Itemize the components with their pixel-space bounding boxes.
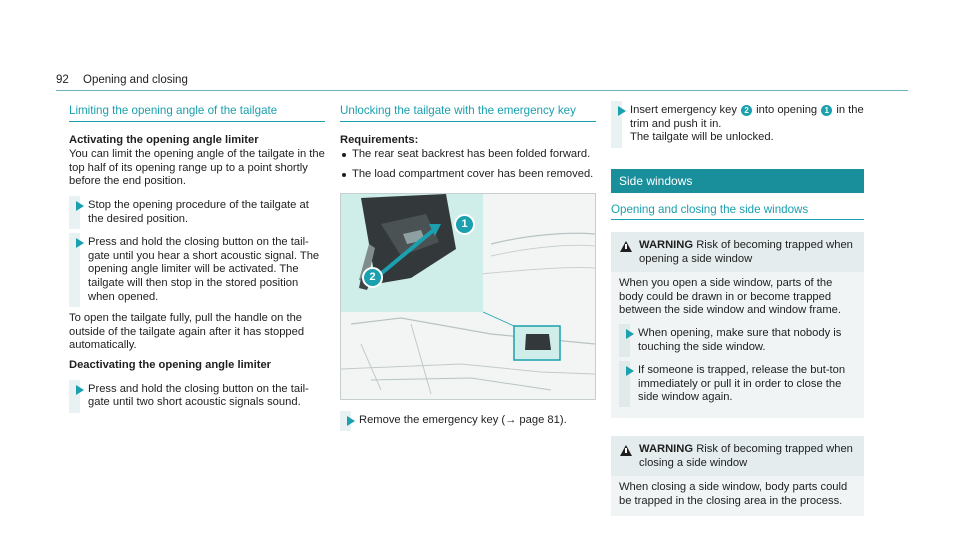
instruction-step (340, 414, 596, 428)
list-item: The rear seat backrest has been folded forward. (340, 148, 596, 162)
step-arrow-icon (618, 106, 626, 116)
warning-label: WARNING (639, 443, 694, 456)
step-result-text: The tailgate will be unlocked. (630, 131, 774, 144)
section-banner: Side windows (611, 169, 864, 193)
paragraph-open-fully: To open the tailgate fully, pull the handle on the outside of the tailgate again after it has stopped automatically. (69, 312, 305, 352)
instruction-step (619, 327, 856, 354)
warning-body (611, 476, 864, 516)
warning-title: Risk of becoming trapped when closing a side window (639, 443, 853, 469)
step-arrow-icon (76, 201, 84, 211)
section-heading: Limiting the opening angle of the tailgate (69, 104, 325, 122)
warning-body (611, 272, 864, 418)
step-arrow-icon (626, 329, 634, 339)
column-emergency-key (340, 104, 596, 436)
callout-badge: 2 (741, 105, 752, 116)
step-arrow-icon (76, 385, 84, 395)
warning-text: When closing a side window, body parts could be trapped in the closing area in the process. (619, 481, 848, 507)
step-text: Remove the emergency key (→ page 81). (359, 414, 567, 427)
section-heading: Unlocking the tailgate with the emergency key (340, 104, 596, 122)
step-arrow-icon (626, 366, 634, 376)
step-arrow-icon (76, 238, 84, 248)
subheading-deactivating: Deactivating the opening angle limiter (69, 358, 272, 371)
step-text: into opening (756, 104, 818, 116)
tailgate-trim-illustration (340, 193, 596, 400)
paragraph-intro: You can limit the opening angle of the tailgate in the top half of its opening range up to a point shortly before the end position. (69, 148, 325, 188)
step-arrow-icon (347, 416, 355, 426)
warning-box (611, 436, 864, 516)
instruction-step (619, 364, 856, 404)
column-tailgate-angle (69, 104, 325, 418)
warning-title: Risk of becoming trapped when opening a side window (639, 239, 853, 265)
column-side-windows (611, 104, 864, 516)
instruction-step (611, 104, 864, 145)
warning-triangle-icon (620, 445, 632, 456)
callout-1: 1 (454, 214, 475, 235)
step-text: Press and hold the closing button on the tail-gate until two short acoustic signals sound. (88, 382, 309, 409)
step-text: Stop the opening procedure of the tailgate at the desired position. (88, 198, 309, 225)
requirements-list (340, 148, 596, 181)
page-number: 92 (56, 74, 69, 86)
warning-label: WARNING (639, 239, 694, 252)
list-item: The load compartment cover has been removed. (340, 168, 596, 182)
instruction-step (69, 236, 325, 304)
step-text: in the trim and push it in. (630, 104, 864, 130)
callout-2: 2 (362, 267, 383, 288)
instruction-step (69, 199, 325, 226)
step-text: Press and hold the closing button on the tail-gate until you hear a short acoustic signal. The opening angle limiter will be activated. The tailgate will then stop in the stored position when opened. (88, 236, 320, 303)
page-section-title: Opening and closing (83, 74, 188, 86)
warning-header (611, 436, 864, 476)
subheading-activating: Activating the opening angle limiter (69, 133, 259, 146)
warning-header (611, 232, 864, 272)
step-text: When opening, make sure that nobody is touching the side window. (638, 327, 842, 353)
requirements-title: Requirements: (340, 133, 419, 146)
page-header (56, 74, 908, 91)
step-text: If someone is trapped, release the but-ton immediately or pull it in order to close the side window again. (638, 364, 846, 404)
step-text: Insert emergency key (630, 104, 737, 116)
warning-box (611, 232, 864, 418)
callout-badge: 1 (821, 105, 832, 116)
section-heading: Opening and closing the side windows (611, 203, 864, 221)
warning-text: When you open a side window, parts of the body could be drawn in or become trapped between the side window and window frame. (619, 277, 842, 316)
instruction-step (69, 383, 325, 410)
warning-triangle-icon (620, 241, 632, 252)
